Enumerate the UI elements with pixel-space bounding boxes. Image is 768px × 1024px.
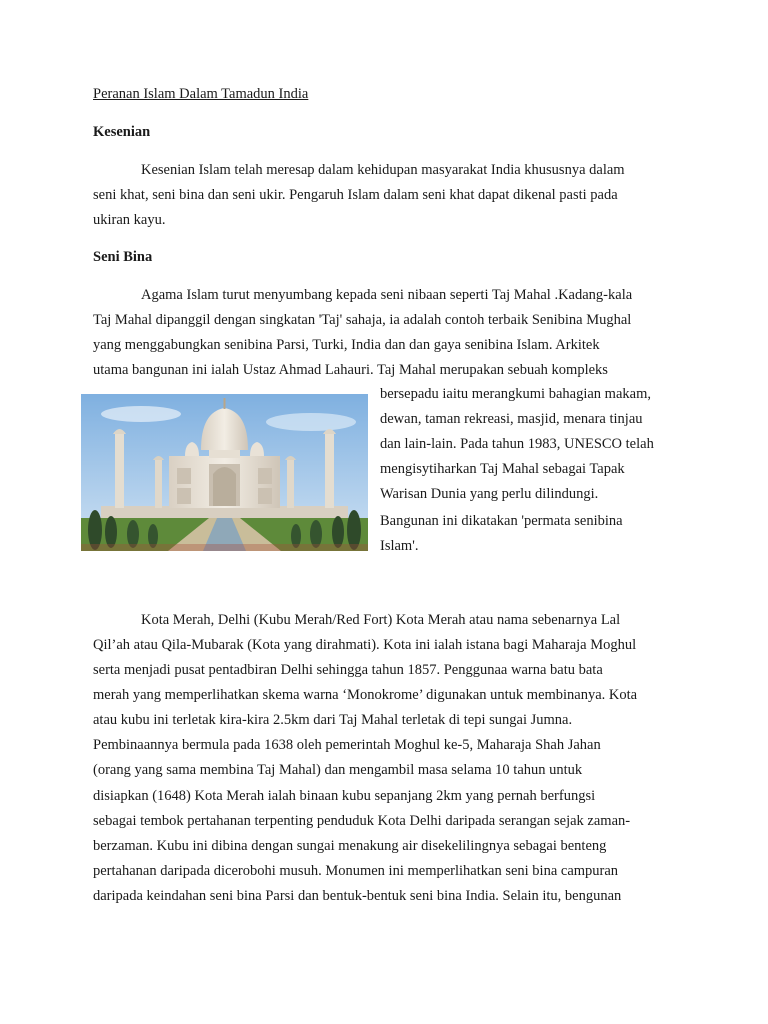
paragraph-line: ukiran kayu. xyxy=(93,212,166,228)
paragraph-line: Bangunan ini dikatakan 'permata senibina xyxy=(380,513,623,529)
paragraph-line: Warisan Dunia yang perlu dilindungi. xyxy=(380,486,599,502)
paragraph-line: bersepadu iaitu merangkumi bahagian makam, xyxy=(380,386,651,402)
paragraph-line: utama bangunan ini ialah Ustaz Ahmad Lahauri. Taj Mahal merupakan sebuah kompleks xyxy=(93,362,608,378)
paragraph-line: yang menggabungkan senibina Parsi, Turki, India dan dan gaya senibina Islam. Arkitek xyxy=(93,337,600,353)
paragraph-line: sebagai tembok pertahanan terpenting penduduk Kota Delhi daripada serangan sejak zaman- xyxy=(93,813,631,829)
paragraph-line: Kesenian Islam telah meresap dalam kehidupan masyarakat India khususnya dalam xyxy=(141,162,625,178)
paragraph-line: daripada keindahan seni bina Parsi dan bentuk-bentuk seni bina India. Selain itu, bengunan xyxy=(93,888,622,904)
section-heading-seni-bina: Seni Bina xyxy=(93,249,153,265)
paragraph-line: dan lain-lain. Pada tahun 1983, UNESCO telah xyxy=(380,436,654,452)
paragraph-line: Islam'. xyxy=(380,538,419,554)
taj-mahal-photo xyxy=(81,394,368,551)
document-title: Peranan Islam Dalam Tamadun India xyxy=(93,86,309,102)
paragraph-line: Qil’ah atau Qila-Mubarak (Kota yang dirahmati). Kota ini ialah istana bagi Maharaja Moghul xyxy=(93,637,637,653)
paragraph-line: (orang yang sama membina Taj Mahal) dan mengambil masa selama 10 tahun untuk xyxy=(93,762,583,778)
section-heading-kesenian: Kesenian xyxy=(93,124,151,140)
paragraph-line: atau kubu ini terletak kira-kira 2.5km dari Taj Mahal terletak di tepi sungai Jumna. xyxy=(93,712,573,728)
paragraph-line: seni khat, seni bina dan seni ukir. Pengaruh Islam dalam seni khat dapat dikenal pasti pada xyxy=(93,187,618,203)
paragraph-line: dewan, taman rekreasi, masjid, menara tinjau xyxy=(380,411,643,427)
paragraph-line: Pembinaannya bermula pada 1638 oleh pemerintah Moghul ke-5, Maharaja Shah Jahan xyxy=(93,737,601,753)
paragraph-line: mengisytiharkan Taj Mahal sebagai Tapak xyxy=(380,461,625,477)
paragraph-line: berzaman. Kubu ini dibina dengan sungai menakung air disekelilingnya sebagai benteng xyxy=(93,838,607,854)
paragraph-line: Agama Islam turut menyumbang kepada seni nibaan seperti Taj Mahal .Kadang-kala xyxy=(141,287,633,303)
paragraph-line: merah yang memperlihatkan skema warna ‘Monokrome’ digunakan untuk membinanya. Kota xyxy=(93,687,638,703)
paragraph-line: pertahanan daripada dicerobohi musuh. Monumen ini memperlihatkan seni bina campuran xyxy=(93,863,619,879)
paragraph-line: disiapkan (1648) Kota Merah ialah binaan kubu sepanjang 2km yang pernah berfungsi xyxy=(93,788,596,804)
paragraph-line: Taj Mahal dipanggil dengan singkatan 'Taj' sahaja, ia adalah contoh terbaik Senibina Mughal xyxy=(93,312,632,328)
paragraph-line: serta menjadi pusat pentadbiran Delhi sehingga tahun 1857. Penggunaa warna batu bata xyxy=(93,662,603,678)
paragraph-line: Kota Merah, Delhi (Kubu Merah/Red Fort) Kota Merah atau nama sebenarnya Lal xyxy=(141,612,621,628)
